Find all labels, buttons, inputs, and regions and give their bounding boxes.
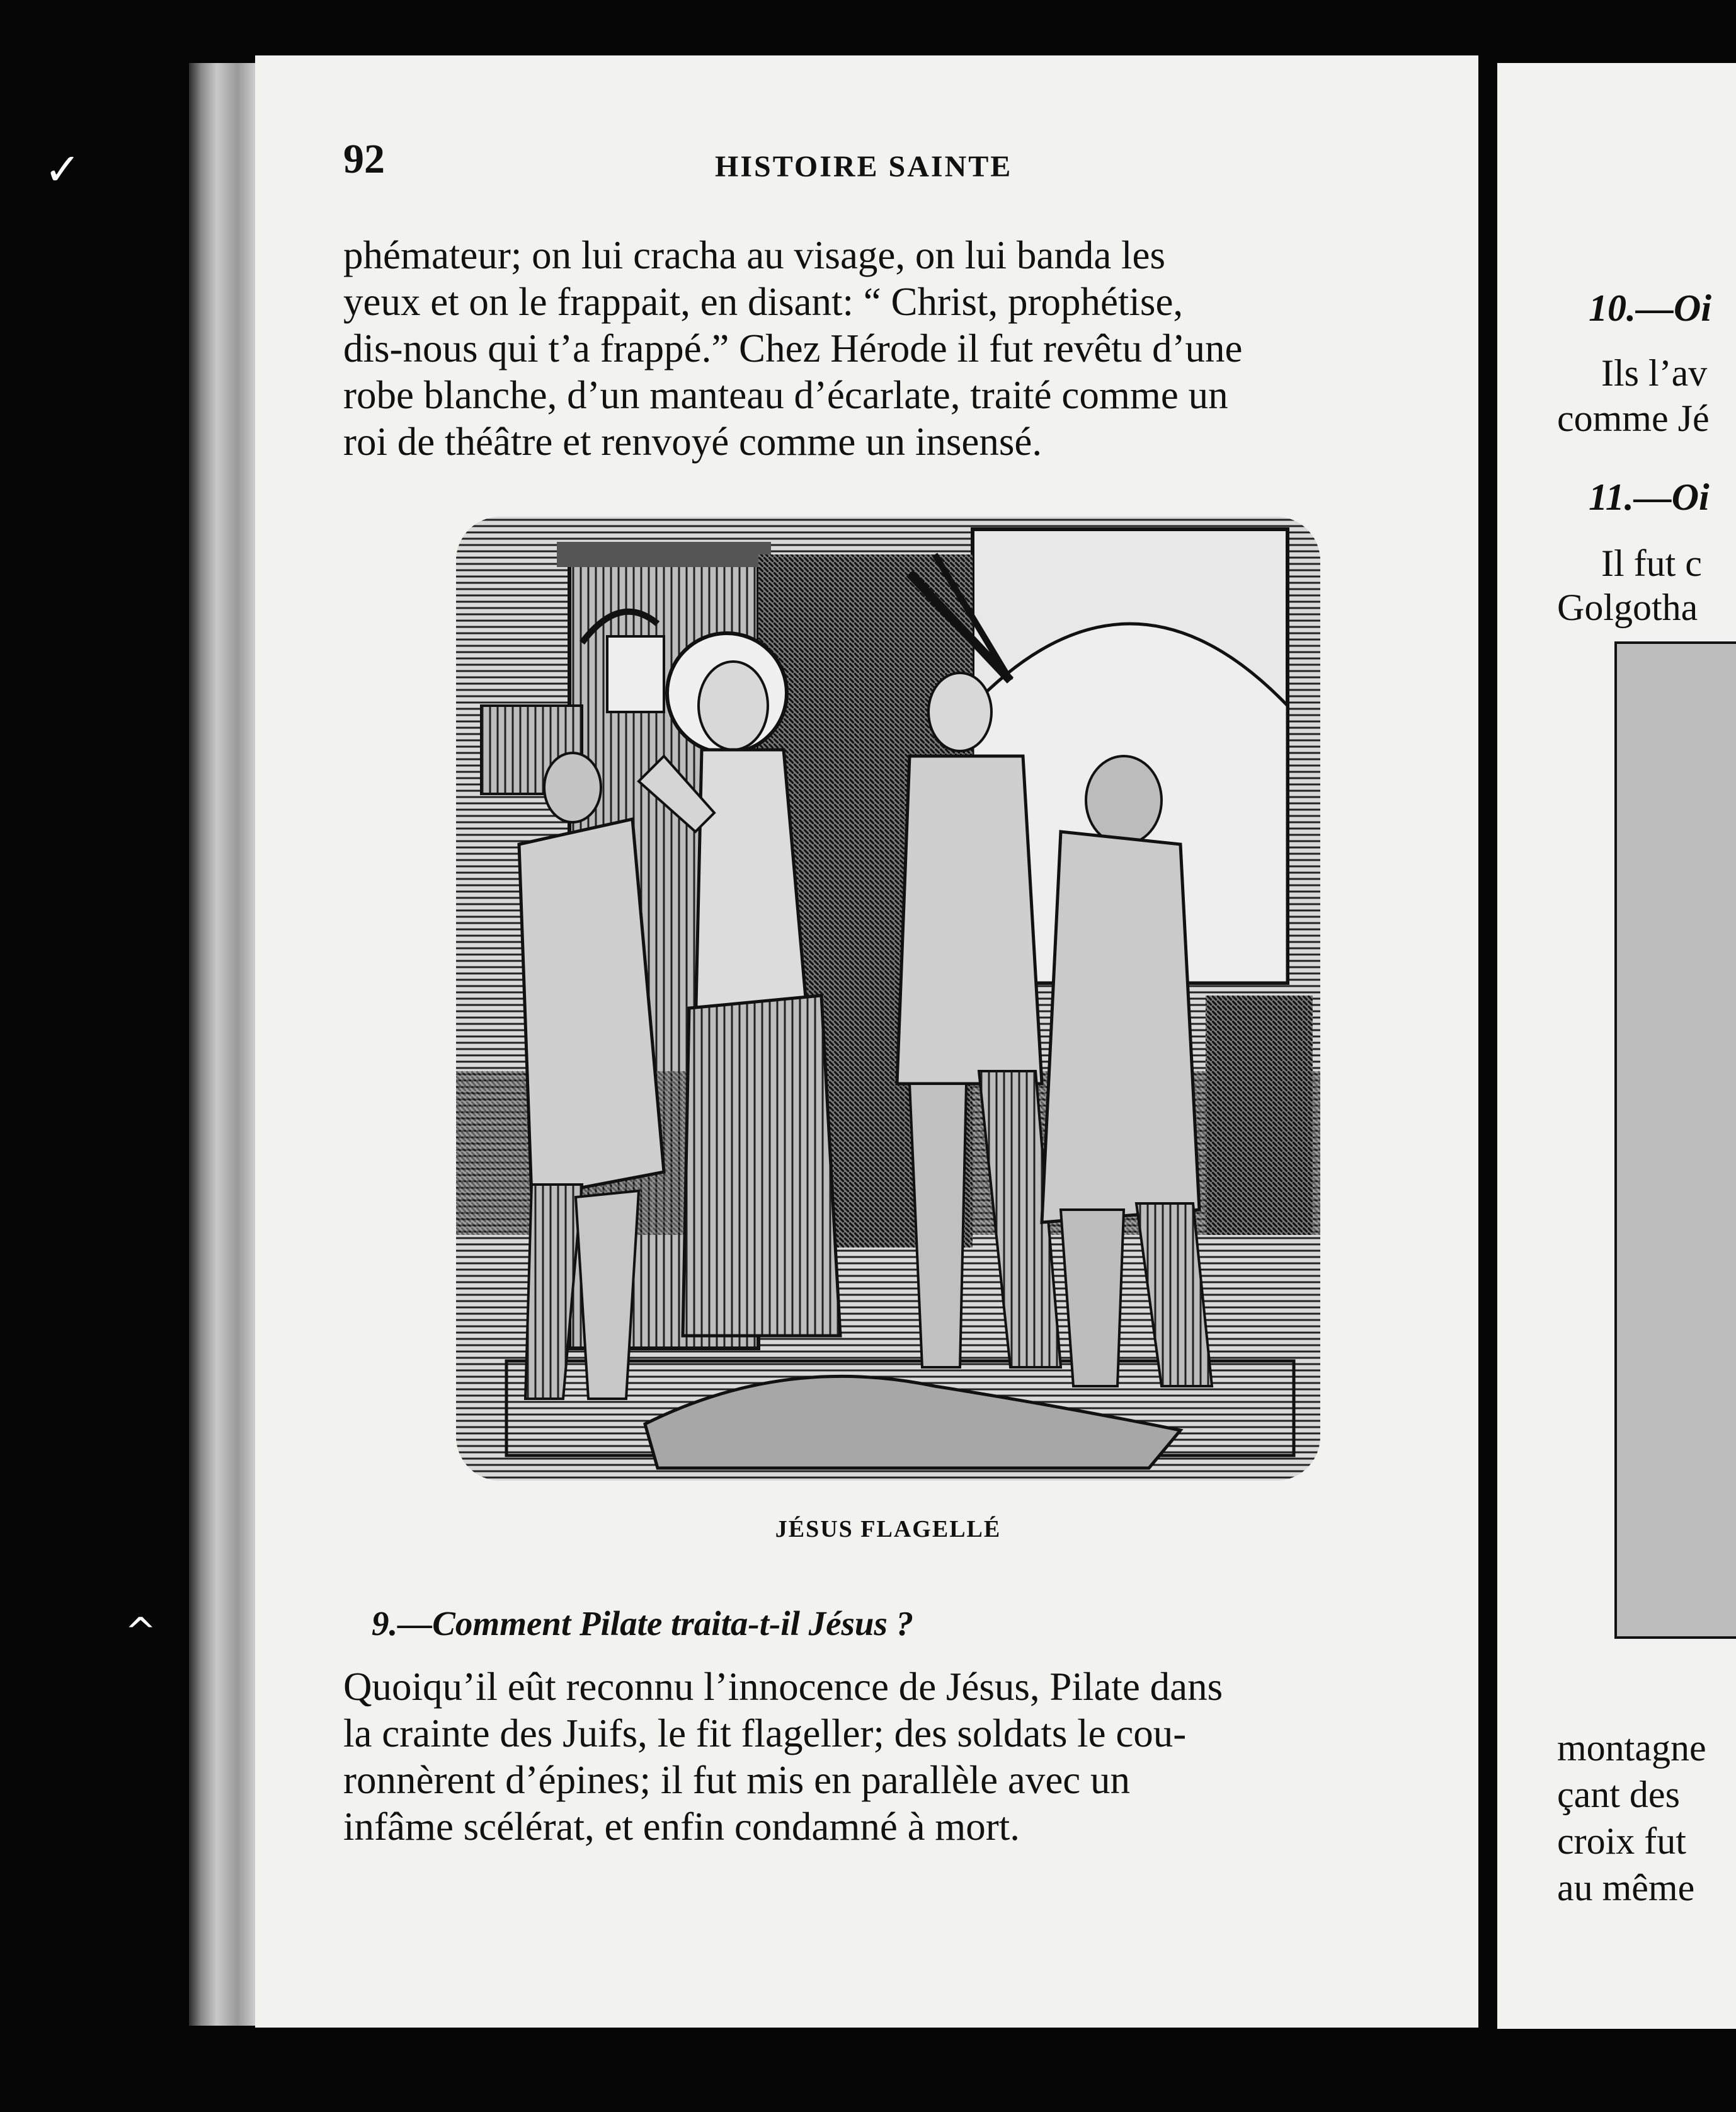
right-bottom-line: montagne — [1557, 1727, 1706, 1769]
top-paragraph — [343, 232, 1433, 465]
engraving-illustration — [456, 517, 1320, 1481]
book-gutter — [1478, 57, 1497, 2029]
paragraph-line: yeux et on le frappait, en disant: “ Christ, prophétise, — [343, 280, 1184, 324]
right-bottom-line: çant des — [1557, 1774, 1680, 1815]
answer-paragraph — [343, 1663, 1433, 1850]
page-number: 92 — [343, 136, 385, 182]
answer-11-line: Golgotha — [1557, 587, 1698, 628]
question-11: 11.—Oi — [1589, 476, 1710, 518]
paragraph-line: robe blanche, d’un manteau d’écarlate, traité comme un — [343, 373, 1228, 417]
right-bottom-line: croix fut — [1557, 1820, 1686, 1862]
right-page-illustration — [1614, 641, 1736, 1639]
figure-caption: JÉSUS FLAGELLÉ — [775, 1516, 1002, 1542]
question-9: 9.—Comment Pilate traita-t-il Jésus ? — [372, 1604, 914, 1643]
paragraph-line: infâme scélérat, et enfin condamné à mort. — [343, 1805, 1020, 1849]
paragraph-line: phémateur; on lui cracha au visage, on lui banda les — [343, 233, 1166, 277]
question-10: 10.—Oi — [1589, 287, 1711, 329]
paragraph-line: Quoiqu’il eût reconnu l’innocence de Jésus, Pilate dans — [343, 1665, 1223, 1709]
answer-11-line: Il fut c — [1601, 542, 1702, 584]
running-title: HISTOIRE SAINTE — [715, 150, 1013, 183]
paragraph-line: roi de théâtre et renvoyé comme un insensé. — [343, 420, 1042, 464]
answer-10-line: Ils l’av — [1601, 352, 1708, 394]
paragraph-line: la crainte des Juifs, le fit flageller; des soldats le cou- — [343, 1711, 1187, 1755]
right-page — [1497, 63, 1736, 2029]
paragraph-line: ronnèrent d’épines; il fut mis en parallèle avec un — [343, 1758, 1131, 1802]
paragraph-line: dis-nous qui t’a frappé.” Chez Hérode il fut revêtu d’une — [343, 326, 1243, 370]
scan-mark-caret: ^ — [125, 1610, 157, 1654]
right-bottom-line: au même — [1557, 1867, 1695, 1908]
page-header — [343, 135, 1433, 186]
answer-10-line: comme Jé — [1557, 398, 1710, 439]
scan-mark-check: ✓ — [44, 144, 81, 195]
book-fore-edge — [189, 63, 258, 2026]
